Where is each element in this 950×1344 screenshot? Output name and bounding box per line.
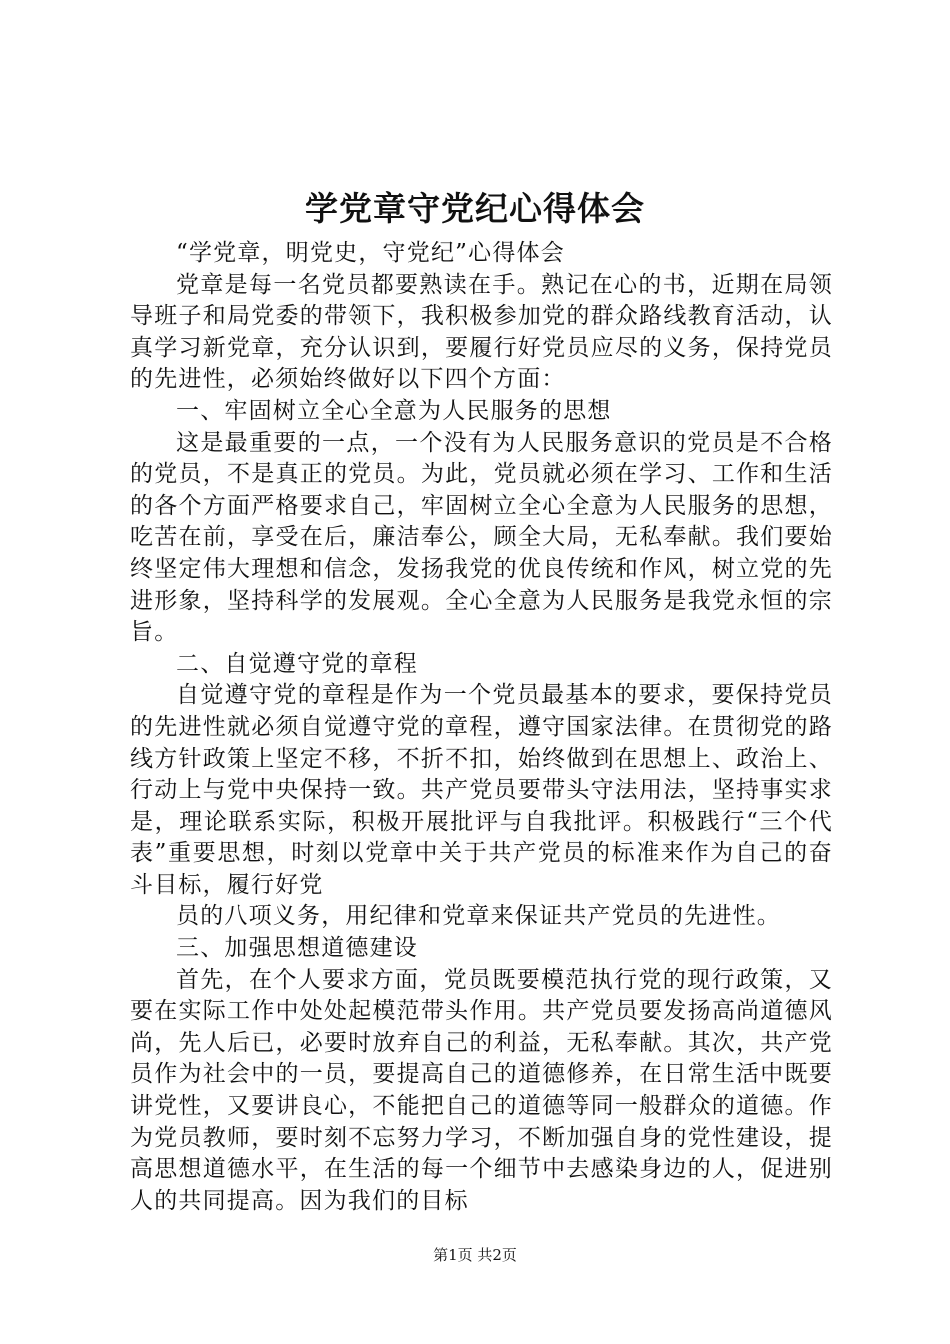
section-heading-3: 三、加强思想道德建设 bbox=[176, 935, 418, 962]
paragraph-section-2: 自觉遵守党的章程是作为一个党员最基本的要求，要保持党员的先进性就必须自觉遵守党的章程，遵守国家法律。在贯彻党的路线方针政策上坚定不移，不折不扣，始终做到在思想上、政治上、行动上与党中央保持一致。共产党员要带头守法用法，坚持事实求是，理论联系实际，积极开展批评与自我批评。积极践行“三个代表”重要思想，时刻以党章中关于共产党员的标准来作为自己的奋斗目标，履行好党 bbox=[130, 682, 833, 898]
section-heading-1: 一、牢固树立全心全意为人民服务的思想 bbox=[176, 397, 612, 424]
paragraph-intro: 党章是每一名党员都要熟读在手。熟记在心的书，近期在局领导班子和局党委的带领下，我积极参加党的群众路线教育活动，认真学习新党章，充分认识到，要履行好党员应尽的义务，保持党员的先进性，必须始终做好以下四个方面： bbox=[130, 271, 833, 393]
paragraph-section-3: 首先，在个人要求方面，党员既要模范执行党的现行政策，又要在实际工作中处处起模范带头作用。共产党员要发扬高尚道德风尚，先人后已，必要时放弃自己的利益，无私奉献。其次，共产党员作为社会中的一员，要提高自己的道德修养，在日常生活中既要讲党性，又要讲良心，不能把自己的道德等同一般群众的道德。作为党员教师，要时刻不忘努力学习，不断加强自身的党性建设，提高思想道德水平，在生活的每一个细节中去感染身边的人，促进别人的共同提高。因为我们的目标 bbox=[130, 966, 833, 1214]
document-title: 学党章守党纪心得体会 bbox=[305, 189, 645, 228]
page-footer: 第1页 共2页 bbox=[433, 1246, 517, 1264]
paragraph-section-2-continued: 员的八项义务，用纪律和党章来保证共产党员的先进性。 bbox=[176, 903, 781, 930]
paragraph-subtitle: “学党章，明党史，守党纪”心得体会 bbox=[176, 240, 565, 266]
document-body bbox=[130, 238, 833, 1217]
paragraph-section-1: 这是最重要的一点，一个没有为人民服务意识的党员是不合格的党员，不是真正的党员。为此，党员就必须在学习、工作和生活的各个方面严格要求自己，牢固树立全心全意为人民服务的思想，吃苦在前，享受在后，廉洁奉公，顾全大局，无私奉献。我们要始终坚定伟大理想和信念，发扬我党的优良传统和作风，树立党的先进形象，坚持科学的发展观。全心全意为人民服务是我党永恒的宗旨。 bbox=[130, 429, 833, 646]
section-heading-2: 二、自觉遵守党的章程 bbox=[176, 650, 418, 677]
